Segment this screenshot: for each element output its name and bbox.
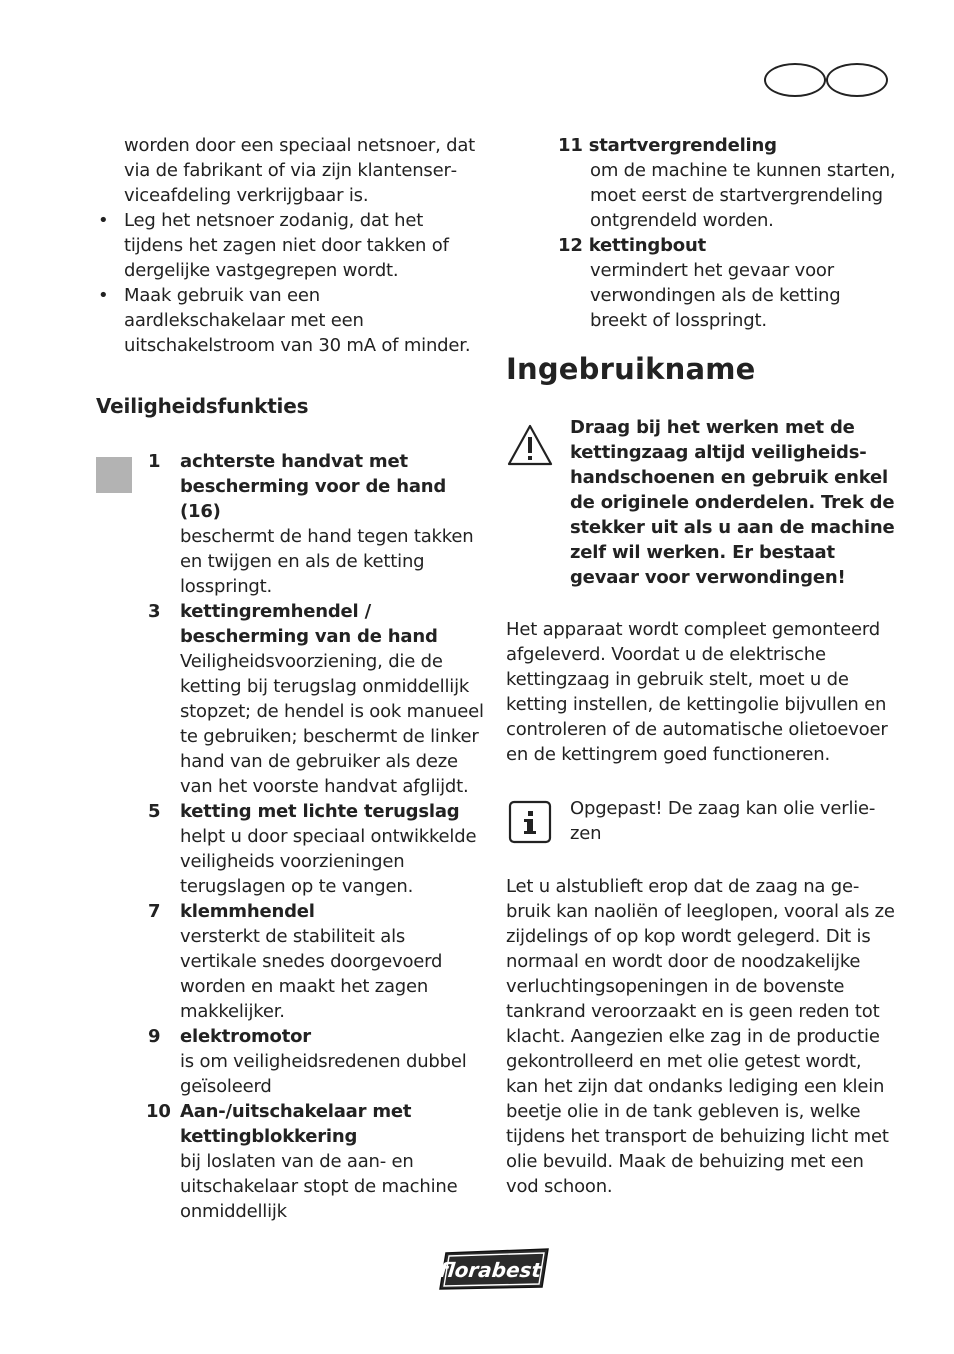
feature-title: achterste handvat met bescherming voor de hand (16) xyxy=(180,451,447,522)
bullet-item: • Leg het netsnoer zodanig, dat het tijdens het zagen niet door takken of dergelijke vastgegrepen wordt. xyxy=(96,208,486,283)
feature-title-text: kettingbout xyxy=(588,235,706,256)
feature-item xyxy=(96,1099,486,1224)
feature-title-text: startvergrendeling xyxy=(588,135,777,156)
safety-features-list xyxy=(96,449,486,1224)
feature-description: versterkt de stabiliteit als vertikale snedes doorgevoerd worden en maakt het zagen makkelijker. xyxy=(180,926,443,1022)
language-badge-left xyxy=(764,63,826,97)
svg-text:florabest: florabest xyxy=(438,1258,543,1282)
feature-item xyxy=(96,799,486,899)
language-badges xyxy=(764,63,890,99)
feature-item xyxy=(96,449,486,599)
feature-number: 3 xyxy=(148,601,161,622)
info-block xyxy=(506,796,896,846)
warning-block xyxy=(506,415,896,590)
feature-title xyxy=(558,233,896,258)
info-icon xyxy=(508,800,552,844)
feature-title: ketting met lichte terugslag xyxy=(180,801,460,822)
feature-title xyxy=(558,133,896,158)
feature-number: 11 xyxy=(558,135,583,156)
feature-number: 12 xyxy=(558,235,583,256)
feature-title: Aan-/uitschakelaar met kettingblokkering xyxy=(180,1101,412,1147)
warning-text: Draag bij het werken met de kettingzaag altijd veiligheidshandschoenen en gebruik enkel de originele onderdelen. Trek de stekker uit als u aan de machine zelf wil werken. Er bestaat gevaar voor verwondingen! xyxy=(570,417,895,588)
florabest-logo xyxy=(438,1243,552,1291)
language-badge-right xyxy=(826,63,888,97)
feature-description: helpt u door speciaal ontwikkelde veiligheids voorzieningen terugslagen op te vangen. xyxy=(180,826,477,897)
paragraph: Let u alstublieft erop dat de zaag na gebruik kan naoliën of leeglopen, vooral als ze zijdelings of op kop wordt gelegerd. Dit is normaal en wordt door de noodzakelijke verluchtingsopeningen in de bovenste tankrand veroorzaakt en is geen reden tot klacht. Aangezien elke zag in de productie gekontrolleerd en met olie getest wordt, kan het zijn dat ondanks lediging een klein beetje olie in de tank gebleven is, welke tijdens het transport de behuizing licht met olie bevuild. Maak de behuizing met een vod schoon. xyxy=(506,876,895,1197)
feature-item xyxy=(506,233,896,333)
feature-title: klemmhendel xyxy=(180,901,315,922)
paragraph: Het apparaat wordt compleet gemonteerd afgeleverd. Voordat u de elektrische kettingzaag in gebruik stelt, moet u de ketting instellen, de kettingolie bijvullen en controleren of de automatische olietoevoer en de kettingrem goed functioneren. xyxy=(506,619,888,765)
feature-description: vermindert het gevaar voor verwondingen als de ketting breekt of losspringt. xyxy=(590,260,841,331)
continued-paragraph: worden door een speciaal netsnoer, dat via de fabrikant of via zijn klantenserviceafdeling verkrijgbaar is. xyxy=(124,135,476,206)
warning-triangle-icon xyxy=(506,423,554,467)
section-heading: Ingebruikname xyxy=(506,352,756,386)
feature-description: om de machine te kunnen starten, moet eerst de startvergrendeling ontgrendeld worden. xyxy=(590,160,896,231)
feature-item xyxy=(506,133,896,233)
feature-title: kettingremhendel / bescherming van de hand xyxy=(180,601,438,647)
feature-item xyxy=(96,599,486,799)
feature-number: 7 xyxy=(148,901,161,922)
right-column xyxy=(506,133,896,1199)
feature-number: 5 xyxy=(148,801,161,822)
feature-description: bij loslaten van de aan- en uitschakelaar stopt de machine onmiddellijk xyxy=(180,1151,458,1222)
feature-item xyxy=(96,899,486,1024)
bullet-item: • Maak gebruik van een aardlekschakelaar met een uitschakelstroom van 30 mA of minder. xyxy=(96,283,486,358)
feature-number: 9 xyxy=(148,1026,161,1047)
feature-number: 1 xyxy=(148,451,161,472)
info-text: Opgepast! De zaag kan olie verliezen xyxy=(570,798,876,844)
feature-description: is om veiligheidsredenen dubbel geïsoleerd xyxy=(180,1051,467,1097)
left-column xyxy=(96,133,486,1224)
section-heading: Veiligheidsfunkties xyxy=(96,394,309,418)
feature-number: 10 xyxy=(146,1101,171,1122)
feature-item xyxy=(96,1024,486,1099)
feature-title: elektromotor xyxy=(180,1026,311,1047)
feature-description: Veiligheidsvoorziening, die de ketting bij terugslag onmiddellijk stopzet; de hendel is ook manueel te gebruiken; beschermt de linker hand van de gebruiker als deze van het voorste handvat afglijdt. xyxy=(180,651,484,797)
feature-description: beschermt de hand tegen takken en twijgen en als de ketting losspringt. xyxy=(180,526,474,597)
